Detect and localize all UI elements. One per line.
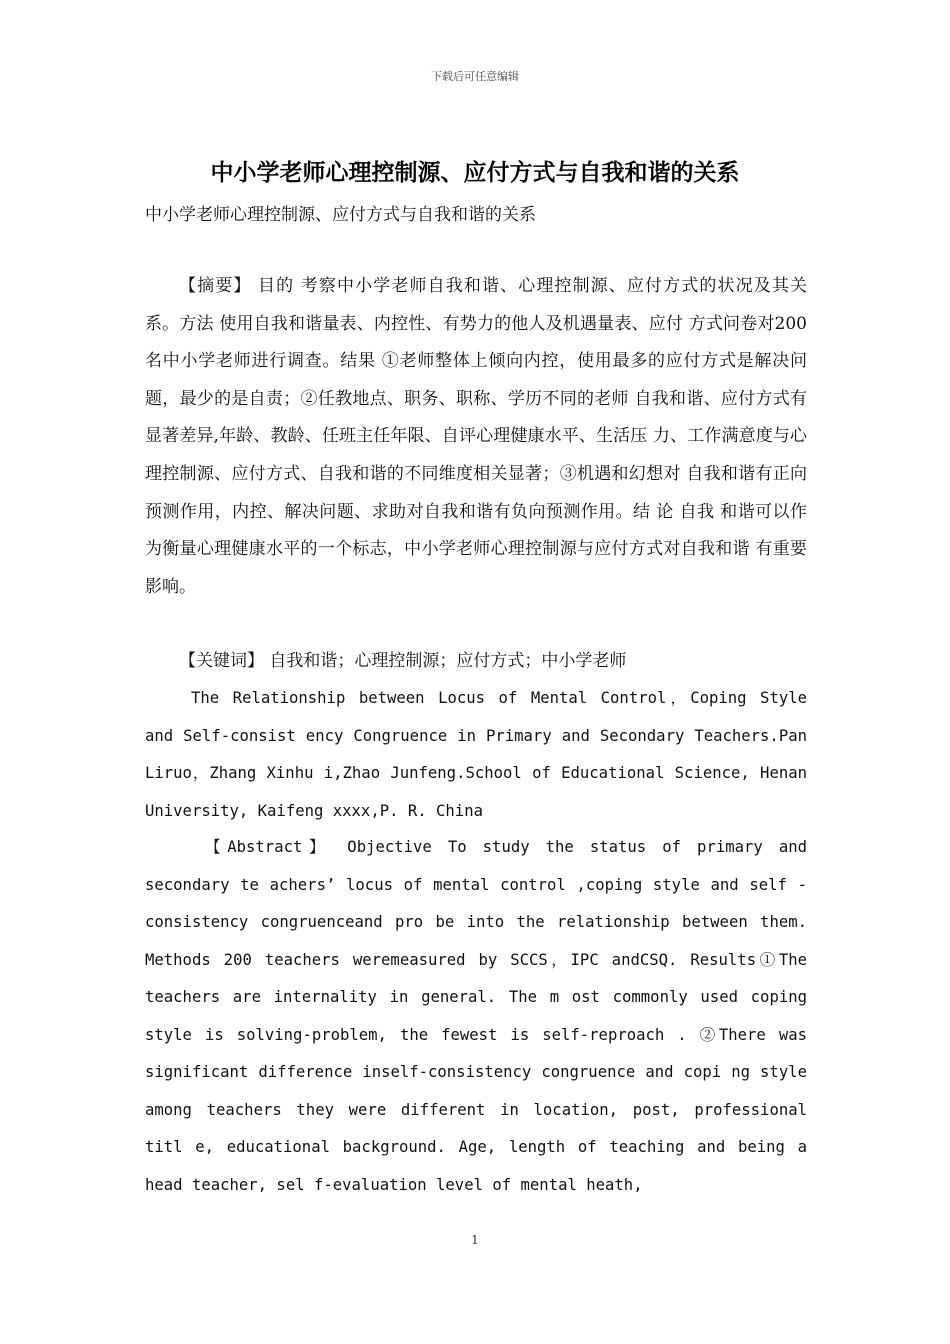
document-subtitle: 中小学老师心理控制源、应付方式与自我和谐的关系 [145, 205, 536, 225]
english-title: The Relationship between Locus of Mental Control，Coping Style and Self-consist ency Congruence in Primary and Secondary Teachers.Pan Liruo，Zhang Xinhu i,Zhao Junfeng.School of Educational Science, Henan University, Kaifeng xxxx,P. R. China [145, 689, 807, 820]
chinese-abstract-label: 【摘要】 [179, 276, 252, 296]
chinese-abstract [145, 268, 807, 606]
page-number: 1 [471, 1233, 479, 1247]
english-abstract-body: Objective To study the status of primary and secondary te achers’ locus of mental control ,coping style and self -consistency congruenceand pro be into the relationship between them. Methods 200 teachers weremeasured by SCCS，IPC andCSQ. Results①The teachers are internality in general. The m ost commonly used coping style is solving-problem, the fewest is self-reproach . ②There was significant difference inself-consistency congruence and copi ng style among teachers they were different in location, post, professional titl e, educational background. Age, length of teaching and being a head teacher, sel f-evaluation level of mental heath, [145, 838, 807, 1194]
chinese-keywords-body: 自我和谐；心理控制源；应付方式；中小学老师 [264, 651, 627, 671]
english-abstract [145, 829, 807, 1204]
document-title: 中小学老师心理控制源、应付方式与自我和谐的关系 [210, 160, 740, 186]
chinese-keywords [145, 643, 807, 681]
page-header: 下载后可任意编辑 [431, 70, 519, 83]
english-abstract-label: 【Abstract】 [205, 838, 332, 856]
chinese-abstract-body: 目的 考察中小学老师自我和谐、心理控制源、应付方式的状况及其关 系。方法 使用自我和谐量表、内控性、有势力的他人及机遇量表、应付 方式问卷对200名中小学老师进行调查。结果 ①老师整体上倾向内控，使用最多的应付方式是解决问题，最少的是自责；②任教地点、职务、职称、学历不同的老师 自我和谐、应付方式有显著差异,年龄、教龄、任班主任年限、自评心理健康水平、生活压 力、工作满意度与心理控制源、应付方式、自我和谐的不同维度相关显著；③机遇和幻想对 自我和谐有正向预测作用，内控、解决问题、求助对自我和谐有负向预测作用。结 论 自我 和谐可以作为衡量心理健康水平的一个标志，中小学老师心理控制源与应付方式对自我和谐 有重要影响。 [145, 276, 807, 597]
chinese-keywords-label: 【关键词】 [179, 651, 264, 671]
